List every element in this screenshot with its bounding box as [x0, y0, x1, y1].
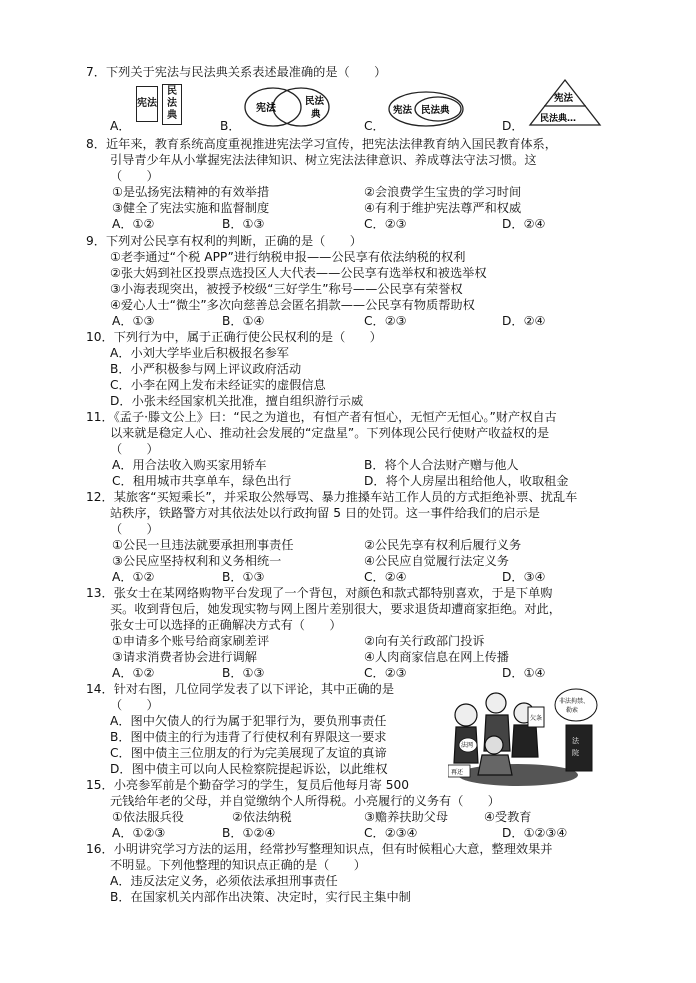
q13-item-1: ①申请多个账号给商家刷差评 — [112, 634, 270, 648]
q14-line-1: 14．针对右图，几位同学发表了以下评论，其中正确的是 — [86, 682, 395, 696]
q10-option-c[interactable]: C．小李在网上发布未经证实的虚假信息 — [110, 378, 326, 392]
q9-option-c[interactable]: C．②③ — [364, 314, 407, 328]
q15-item-2: ②依法纳税 — [232, 810, 292, 824]
q13-line-2: 买。收到背包后，她发现实物与网上图片差别很大，要求退货却遭商家拒绝。对此， — [110, 602, 561, 616]
q7-option-c-diagram[interactable] — [388, 90, 468, 130]
pyramid-label-civil-code: 民法典… — [540, 114, 577, 124]
q16-line-1: 16．小明讲究学习方法的运用，经常抄写整理知识点，但有时候粗心大意，整理效果并 — [86, 842, 553, 856]
q7-label-c[interactable]: C． — [364, 119, 385, 133]
q11-line-3: （ ） — [110, 442, 159, 456]
char-2: 法 — [167, 98, 177, 109]
q12-item-1: ①公民一旦违法就要承担刑事责任 — [112, 538, 294, 552]
pyramid-label-constitution: 宪法 — [554, 93, 574, 104]
venn-label-civil-code-2: 典 — [311, 109, 321, 120]
q13-option-a[interactable]: A．①② — [112, 666, 155, 680]
q13-item-2: ②向有关行政部门投诉 — [364, 634, 485, 648]
venn-label-civil-code-1: 民法 — [305, 96, 325, 107]
speech-bubble — [555, 689, 597, 721]
q7-option-d-diagram[interactable] — [528, 78, 602, 128]
q10-stem: 10．下列行为中，属于正确行使公民权利的是（ ） — [86, 330, 382, 344]
q15-line-1: 15．小亮参军前是个勤奋学习的学生，复员后他每月寄 500 — [86, 778, 409, 792]
q11-option-c[interactable]: C．租用城市共享单车，绿色出行 — [112, 474, 292, 488]
law-book — [566, 725, 592, 771]
q9-item-4: ④爱心人士“微尘”多次向慈善总会匿名捐款——公民享有物质帮助权 — [110, 298, 475, 312]
speech-bubble-text-1: 非法拘禁、 — [559, 698, 590, 705]
q16-option-b[interactable]: B．在国家机关内部作出决策、决定时，实行民主集中制 — [110, 890, 411, 904]
q15-item-4: ④受教育 — [484, 810, 532, 824]
q12-option-d[interactable]: D．③④ — [502, 570, 546, 584]
constitution-box: 宪法 — [136, 86, 158, 122]
q7-option-a-diagram[interactable] — [136, 84, 186, 126]
speech-bubble-text-2: 勒索 — [566, 707, 579, 714]
q13-item-4: ④人肉商家信息在网上传播 — [364, 650, 509, 664]
q12-line-1: 12．某旅客“买短乘长”，并采取公然辱骂、暴力推搡车站工作人员的方式拒绝补票、扰乱车 — [86, 490, 578, 504]
q16-line-2: 不明显。下列他整理的知识点正确的是（ ） — [110, 858, 366, 872]
q7-label-a[interactable]: A． — [110, 119, 131, 133]
q7-label-d[interactable]: D． — [502, 119, 524, 133]
q14-option-b[interactable]: B．图中债主的行为违背了行使权利有界限这一要求 — [110, 730, 387, 744]
q10-option-d[interactable]: D．小张未经国家机关批准，擅自组织游行示威 — [110, 394, 364, 408]
q11-option-b[interactable]: B．将个人合法财产赠与他人 — [364, 458, 519, 472]
q11-option-a[interactable]: A．用合法收入购买家用轿车 — [112, 458, 267, 472]
q8-option-c[interactable]: C．②③ — [364, 217, 407, 231]
q12-option-b[interactable]: B．①③ — [222, 570, 265, 584]
q9-stem: 9．下列对公民享有权利的判断，正确的是（ ） — [86, 234, 362, 248]
q12-line-3: （ ） — [110, 522, 159, 536]
q11-line-1: 11．《孟子·滕文公上》曰：“民之为道也，有恒产者有恒心，无恒产无恒心。”财产权自古 — [86, 410, 557, 424]
q8-option-d[interactable]: D．②④ — [502, 217, 546, 231]
q14-option-c[interactable]: C．图中债主三位朋友的行为完美展现了友谊的真谛 — [110, 746, 387, 760]
q14-option-d[interactable]: D．图中债主可以向人民检察院提起诉讼，以此维权 — [110, 762, 388, 776]
q13-item-3: ③请求消费者协会进行调解 — [112, 650, 257, 664]
q7-stem: 7．下列关于宪法与民法典关系表述最准确的是（ ） — [86, 65, 387, 79]
q13-option-d[interactable]: D．①④ — [502, 666, 546, 680]
q8-line-2: 引导青少年从小掌握宪法法律知识、树立宪法法律意识、养成尊法守法习惯。这 — [110, 153, 537, 167]
q15-line-2: 元钱给年老的父母，并自觉缴纳个人所得税。小亮履行的义务有（ ） — [110, 794, 500, 808]
q12-option-a[interactable]: A．①② — [112, 570, 155, 584]
q12-line-2: 站秩序，铁路警方对其依法处以行政拘留 5 日的处罚。这一事件给我们的启示是 — [110, 506, 540, 520]
q9-option-d[interactable]: D．②④ — [502, 314, 546, 328]
nested-label-constitution: 宪法 — [393, 105, 413, 116]
debt-collector-figures — [454, 693, 538, 775]
law-net-label: 法网 — [461, 742, 474, 749]
q12-option-c[interactable]: C．②④ — [364, 570, 407, 584]
civil-code-box — [162, 84, 182, 125]
char-1: 民 — [167, 86, 177, 97]
q8-item-3: ③健全了宪法实施和监督制度 — [112, 201, 270, 215]
q8-item-2: ②会浪费学生宝贵的学习时间 — [364, 185, 522, 199]
sign-label: 再还 — [451, 769, 464, 776]
q15-option-b[interactable]: B．①②④ — [222, 826, 276, 840]
debt-note-text: 欠条 — [530, 715, 543, 722]
q9-option-b[interactable]: B．①④ — [222, 314, 265, 328]
q8-option-b[interactable]: B．①③ — [222, 217, 265, 231]
q15-option-c[interactable]: C．②③④ — [364, 826, 418, 840]
q8-line-1: 8．近年来，教育系统高度重视推进宪法学习宣传，把宪法法律教育纳入国民教育体系， — [86, 137, 557, 151]
q9-item-3: ③小海表现突出，被授予校级“三好学生”称号——公民享有荣誉权 — [110, 282, 463, 296]
char-3: 典 — [167, 110, 177, 121]
q8-item-4: ④有利于维护宪法尊严和权威 — [364, 201, 522, 215]
q8-item-1: ①是弘扬宪法精神的有效举措 — [112, 185, 270, 199]
q10-option-a[interactable]: A．小刘大学毕业后积极报名参军 — [110, 346, 289, 360]
q10-option-b[interactable]: B．小严积极参与网上评议政府活动 — [110, 362, 302, 376]
q15-item-3: ③赡养扶助父母 — [364, 810, 449, 824]
q14-cartoon-image — [448, 685, 598, 789]
q9-item-2: ②张大妈到社区投票点选投区人大代表——公民享有选举权和被选举权 — [110, 266, 487, 280]
q15-option-d[interactable]: D．①②③④ — [502, 826, 568, 840]
q15-item-1: ①依法服兵役 — [112, 810, 184, 824]
q11-option-d[interactable]: D．将个人房屋出租给他人，收取租金 — [364, 474, 569, 488]
venn-label-constitution: 宪法 — [256, 103, 276, 114]
law-book-text-1: 法 — [572, 737, 579, 745]
q13-option-c[interactable]: C．②③ — [364, 666, 407, 680]
q12-item-2: ②公民先享有权利后履行义务 — [364, 538, 522, 552]
q8-option-a[interactable]: A．①② — [112, 217, 155, 231]
q16-option-a[interactable]: A．违反法定义务，必须依法承担刑事责任 — [110, 874, 338, 888]
q15-option-a[interactable]: A．①②③ — [112, 826, 166, 840]
q11-line-2: 以来就是稳定人心、推动社会发展的“定盘星”。下列体现公民行使财产收益权的是 — [110, 426, 550, 440]
q14-option-a[interactable]: A．图中欠债人的行为属于犯罪行为，要负刑事责任 — [110, 714, 387, 728]
q13-line-3: 张女士可以选择的正确解决方式有（ ） — [110, 618, 342, 632]
q7-option-b-diagram[interactable] — [243, 86, 333, 128]
nested-label-civil-code: 民法典 — [421, 105, 450, 116]
q12-item-4: ④公民应自觉履行法定义务 — [364, 554, 509, 568]
q13-option-b[interactable]: B．①③ — [222, 666, 265, 680]
q13-line-1: 13．张女士在某网络购物平台发现了一个背包，对颜色和款式都特别喜欢，于是下单购 — [86, 586, 553, 600]
q7-label-b[interactable]: B． — [220, 119, 241, 133]
q12-item-3: ③公民应坚持权利和义务相统一 — [112, 554, 282, 568]
q9-option-a[interactable]: A．①③ — [112, 314, 155, 328]
q9-item-1: ①老李通过“个税 APP”进行纳税申报——公民享有依法纳税的权利 — [110, 250, 466, 264]
law-book-text-2: 院 — [572, 749, 579, 757]
q8-line-3: （ ） — [110, 169, 159, 183]
q14-line-2: （ ） — [110, 698, 159, 712]
